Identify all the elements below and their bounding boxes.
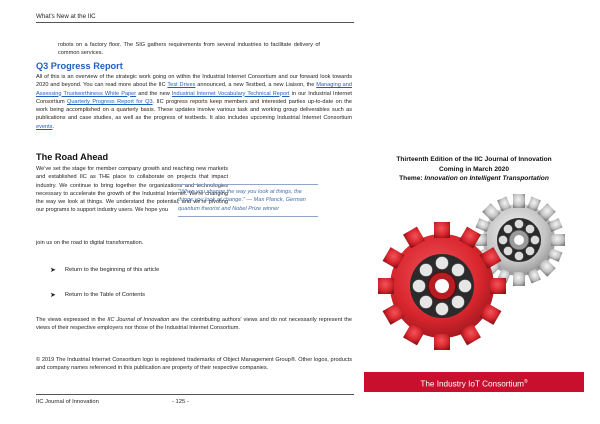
road-ahead-heading: The Road Ahead xyxy=(36,152,109,162)
back-to-article-link[interactable]: Return to the beginning of this article xyxy=(64,267,160,273)
arrow-bullet-icon: ➤ xyxy=(50,292,56,299)
promo-edition: Thirteenth Edition of the IIC Journal of Innovation xyxy=(396,156,552,163)
arrow-bullet-icon: ➤ xyxy=(50,267,56,274)
planck-quote: "When you change the way you look at things, the things you look at change." — Max Planck, German quantum theorist and Nobel Prize winner xyxy=(178,184,318,217)
vocabulary-technical-report-link[interactable]: Industrial Internet Vocabulary Technical Report xyxy=(171,90,290,97)
running-header: What's New at the IIC xyxy=(36,13,96,20)
intro-paragraph: robots on a factory floor. The SIG gathers requirements from several industries to facilitate delivery of common services. xyxy=(58,42,320,57)
copyright-paragraph: © 2019 The Industrial Internet Consortium logo is registered trademarks of Object Management Group®. Other logos, products and company names referenced in this publication are property of their respective companies. xyxy=(36,357,352,372)
nav-item-toc[interactable] xyxy=(50,291,145,299)
page-number: - 125 - xyxy=(172,399,189,405)
iic-banner: The Industry IoT Consortium® xyxy=(364,372,584,392)
footer-journal: IIC Journal of Innovation xyxy=(36,399,99,405)
header-rule xyxy=(36,22,354,23)
events-link[interactable]: events xyxy=(36,123,53,130)
nav-item-article[interactable] xyxy=(50,266,159,274)
disclaimer-paragraph: The views expressed in the IIC Journal of Innovation are the contributing authors' views and do not necessarily represent the views of their respective employers nor those of the Industrial Internet Consortium. xyxy=(36,317,353,332)
quarterly-progress-report-link[interactable]: Quarterly Progress Report for Q3 xyxy=(66,98,153,105)
q3-heading: Q3 Progress Report xyxy=(36,61,123,71)
test-drives-link[interactable]: Test Drives xyxy=(167,82,196,89)
road-ahead-last-line: join us on the road to digital transformation. xyxy=(36,240,144,246)
trustworthiness-white-paper-link[interactable]: Managing and Assessing Trustworthiness White Paper xyxy=(36,82,352,97)
promo-title xyxy=(364,155,584,184)
promo-theme: Theme: Innovation on Intelligent Transportation xyxy=(399,175,549,182)
road-ahead-paragraph: We've set the stage for member company growth and reaching new markets and established IIC as THE place to collaborate on projects that impact industry. We continue to bring together the organizations and technologies necessary to accelerate the growth of the Industrial Internet. We're changing the way we look at things. We understand the potential, and we're pivoting our programs to support industry users. We hope you xyxy=(36,166,228,214)
footer-rule xyxy=(36,394,354,395)
gears-illustration xyxy=(364,190,584,360)
q3-paragraph: All of this is an overview of the strategic work going on within the Industrial Internet Consortium and our forward look towards 2020 and beyond. You can read more about the IIC Test Drives announced, a new Testbed, a new Liaison, the Managing and Assessing Trustworthiness White Paper and the new Industrial Internet Vocabulary Technical Report in our Industrial Internet Consortium Quarterly Progress Report for Q3. IIC progress reports keep members and interested parties up-to-date on the work being accomplished on a quarterly basis. These updates involve various task and working group deliverables such as publications and case studies, as well as the progress of testbeds. It also includes upcoming Industrial Internet Consortium events. xyxy=(36,74,352,130)
back-to-toc-link[interactable]: Return to the Table of Contents xyxy=(64,292,146,298)
promo-date: Coming in March 2020 xyxy=(439,165,509,173)
